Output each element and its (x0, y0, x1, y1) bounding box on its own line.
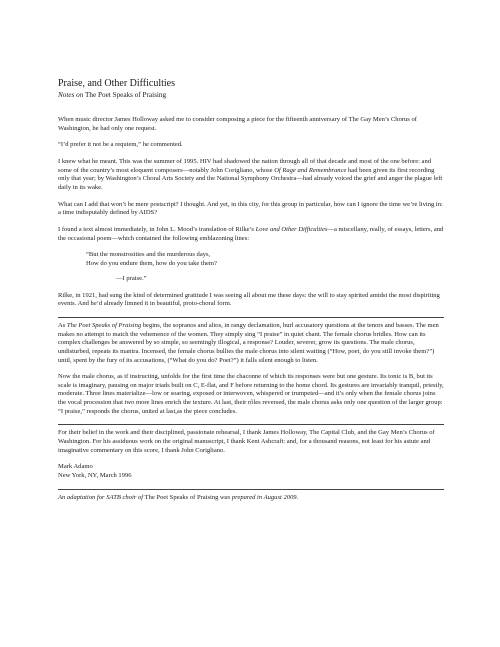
poem-attribution: —I praise.” (116, 274, 147, 282)
subtitle-italic: Notes on (58, 91, 84, 99)
paragraph-question: What can I add that won’t be mere postscript? I thought. And yet, in this city, for this group in particular, how can I ignore the time we’re living in: a time indisputably defined by AIDS? (58, 200, 443, 217)
signature-block (58, 463, 444, 480)
paragraph-rilke: Rilke, in 1921, had sung the kind of determined gratitude I was seeing all about me these days: the will to stay spirited amidst the most dispiriting events. And he’d already limned it in beautiful, proto-choral form. (58, 291, 440, 308)
paragraph-intro: When music director James Holloway asked me to consider composing a piece for the fifteenth anniversary of The Gay Men’s Chorus of Washington, he had only one request. (58, 116, 417, 132)
paragraph-chaconne: Now the male chorus, as if instructing, unfolds for the first time the chaconne of which its responses were but one gesture. Its tonic is B, but its scale is imaginary, pausing on major triads built on C, E-flat, and F before returning to the home chord. Its gestures are invariably tranquil, priestly, moderate. Three lines materialize—low or soaring, exposed or interwoven, whispered or trumpeted—and it’s only when the female chorus joins the vocal procession that two more lines enrich the texture. At last, their rôles reversed, the male chorus asks only one question of the larger group: “I praise,” responds the chorus, united at last,as the piece concludes. (58, 373, 444, 415)
poem-quote (86, 251, 444, 283)
paragraph-quote: “I’d prefer it not be a requiem,” he commented. (58, 141, 183, 149)
page-title: Praise, and Other Difficulties (58, 78, 176, 89)
page-subtitle (58, 90, 444, 100)
signature-place-date: New York, NY, March 1996 (58, 472, 132, 479)
paragraph-context: I knew what he meant. This was the summer of 1995. HIV had shadowed the nation through all of that decade and most of the one before: and some of the country’s most eloquent composers—notably John Corigliano, whose Of Rage and Remembrance had been given its first recording only that year; by Washington’s Choral Arts Society and the National Symphony Orchestra—had already voiced the grief and anger the plague left daily in its wake. (58, 158, 443, 191)
section-divider (58, 317, 444, 318)
adaptation-note: An adaptation for SATB choir of The Poet Speaks of Praising was prepared in August 2009. (58, 493, 299, 501)
paragraph-text-source: I found a text almost immediately, in John L. Mood’s translation of Rilke’s Love and Other Difficulties—a miscellany, really, of essays, letters, and the occasional poem—which contained the following emblazoning lines: (58, 226, 444, 242)
paragraph-acknowledgements: For their belief in the work and their disciplined, passionate rehearsal, I thank James Holloway, The Capital Club, and the Gay Men’s Chorus of Washington. For his assiduous work on the original manuscript, I thank Kent Ashcraft: and, for a thousand reasons, not least for his astute and imaginative commentary on this score, I thank John Corigliano. (58, 429, 435, 454)
section-divider (58, 424, 444, 425)
poem-lines: “But the monstrosities and the murderous days, How do you endure them, how do you take them? (86, 251, 217, 268)
paragraph-description: As The Poet Speaks of Praising begins, the sopranos and altos, in rangy declamation, hurl accusatory questions at the tenors and basses. The men makes no attempt to match the vehemence of the women. They simply sing “I praise” in quiet chant. The female chorus bridles. How can its complex challenges be answered by so simple, so seemingly illogical, a response? Louder, severer, grow its questions. The male chorus, undisturbed, repeats its mantra. Incensed, the female chorus bullies the male chorus into silent waiting (“How, poet, do you still invoke them?”) until, spent by the fury of its accusations, (“What do you do? Poet?”) it falls silent enough to listen. (58, 322, 439, 364)
subtitle-work-title: The Poet Speaks of Praising (83, 91, 167, 99)
section-divider (58, 489, 444, 490)
document-body (58, 78, 444, 510)
signature-name: Mark Adamo (58, 463, 93, 471)
